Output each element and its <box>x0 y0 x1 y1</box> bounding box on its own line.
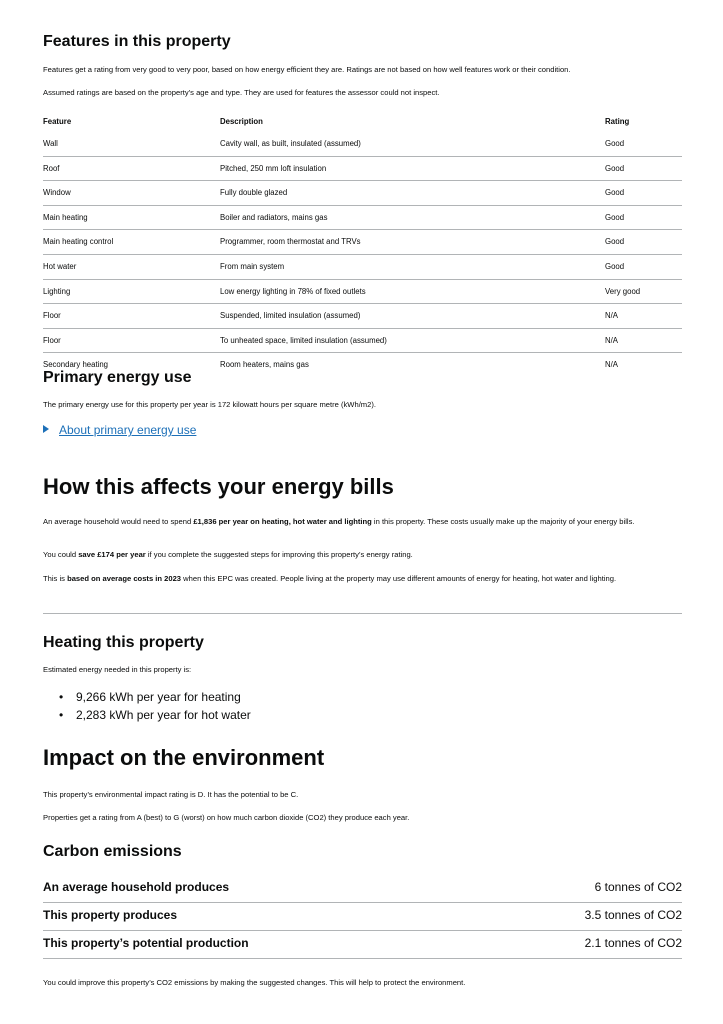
carbon-row-label: An average household produces <box>43 880 230 894</box>
description-cell: Boiler and radiators, mains gas <box>220 212 328 222</box>
column-header-feature: Feature <box>43 117 72 126</box>
environment-paragraph-1: This property’s environmental impact rating is D. It has the potential to be C. <box>43 790 299 799</box>
table-row <box>43 279 682 304</box>
column-header-rating: Rating <box>605 117 630 126</box>
carbon-row-label: This property produces <box>43 908 178 922</box>
carbon-row-label: This property’s potential production <box>43 936 249 950</box>
carbon-row <box>43 875 682 902</box>
table-row <box>43 254 682 279</box>
rating-cell: Good <box>605 237 625 247</box>
rating-cell: Good <box>605 139 625 148</box>
feature-cell: Floor <box>43 335 61 345</box>
features-intro-1: Features get a rating from very good to very poor, based on how energy efficient they are. Ratings are not based on how well features work or their condition. <box>43 65 571 74</box>
disclosure-triangle-icon <box>43 425 49 433</box>
description-cell: Low energy lighting in 78% of fixed outlets <box>220 286 366 296</box>
rating-cell: N/A <box>605 311 618 321</box>
table-row <box>43 132 682 156</box>
bills-paragraph-1: An average household would need to spend £1,836 per year on heating, hot water and lighting in this property. These costs usually make up the majority of your energy bills. <box>43 517 635 526</box>
heating-intro: Estimated energy needed in this property is: <box>43 665 192 674</box>
feature-cell: Lighting <box>43 286 71 296</box>
about-primary-energy-link[interactable]: About primary energy use <box>59 423 197 437</box>
carbon-row-value: 2.1 tonnes of CO2 <box>584 936 682 950</box>
description-cell: Cavity wall, as built, insulated (assumed) <box>220 139 361 148</box>
heating-heading: Heating this property <box>43 634 204 651</box>
carbon-footer-text: You could improve this property’s CO2 emissions by making the suggested changes. This will help to protect the environment. <box>43 978 466 987</box>
section-divider <box>43 613 682 614</box>
features-intro-2: Assumed ratings are based on the property’s age and type. They are used for features the assessor could not inspect. <box>43 88 440 97</box>
description-cell: Suspended, limited insulation (assumed) <box>220 311 361 321</box>
list-item: • 2,283 kWh per year for hot water <box>59 706 251 724</box>
table-row <box>43 303 682 328</box>
feature-cell: Roof <box>43 163 60 173</box>
carbon-table-bottom-rule <box>43 958 682 959</box>
primary-energy-heading: Primary energy use <box>43 369 192 386</box>
environment-paragraph-2: Properties get a rating from A (best) to G (worst) on how much carbon dioxide (CO2) they produce each year. <box>43 813 410 822</box>
description-cell: To unheated space, limited insulation (assumed) <box>220 335 387 345</box>
table-row <box>43 328 682 353</box>
carbon-row <box>43 902 682 930</box>
bills-paragraph-2: You could save £174 per year if you complete the suggested steps for improving this property’s energy rating. <box>43 550 413 559</box>
feature-cell: Window <box>43 188 71 198</box>
features-table <box>43 110 682 377</box>
description-cell: Fully double glazed <box>220 188 288 198</box>
features-table-header <box>43 110 682 132</box>
table-row <box>43 205 682 230</box>
bills-paragraph-3: This is based on average costs in 2023 when this EPC was created. People living at the property may use different amounts of energy for heating, hot water and lighting. <box>43 574 617 583</box>
features-heading: Features in this property <box>43 33 231 50</box>
table-row <box>43 180 682 205</box>
energy-bills-heading: How this affects your energy bills <box>43 474 394 499</box>
rating-cell: N/A <box>605 360 618 370</box>
column-header-description: Description <box>220 117 263 126</box>
description-cell: Programmer, room thermostat and TRVs <box>220 237 361 247</box>
table-row <box>43 156 682 181</box>
description-cell: From main system <box>220 261 285 271</box>
feature-cell: Main heating <box>43 212 88 222</box>
heating-list <box>59 688 251 724</box>
feature-cell: Wall <box>43 139 58 148</box>
rating-cell: Good <box>605 163 625 173</box>
description-cell: Room heaters, mains gas <box>220 360 309 370</box>
table-row <box>43 229 682 254</box>
carbon-row-value: 3.5 tonnes of CO2 <box>584 908 682 922</box>
environment-heading: Impact on the environment <box>43 745 325 770</box>
description-cell: Pitched, 250 mm loft insulation <box>220 163 327 173</box>
rating-cell: Very good <box>605 286 641 296</box>
feature-cell: Hot water <box>43 261 77 271</box>
feature-cell: Main heating control <box>43 237 114 247</box>
carbon-heading: Carbon emissions <box>43 843 182 860</box>
primary-energy-text: The primary energy use for this property per year is 172 kilowatt hours per square metre (kWh/m2). <box>43 400 376 409</box>
carbon-row <box>43 930 682 958</box>
feature-cell: Floor <box>43 311 61 321</box>
rating-cell: Good <box>605 188 625 198</box>
rating-cell: Good <box>605 212 625 222</box>
rating-cell: N/A <box>605 335 618 345</box>
carbon-row-value: 6 tonnes of CO2 <box>594 880 682 894</box>
rating-cell: Good <box>605 261 625 271</box>
about-primary-energy-details[interactable] <box>43 423 196 437</box>
list-item: • 9,266 kWh per year for heating <box>59 688 251 706</box>
feature-cell: Secondary heating <box>43 360 109 370</box>
